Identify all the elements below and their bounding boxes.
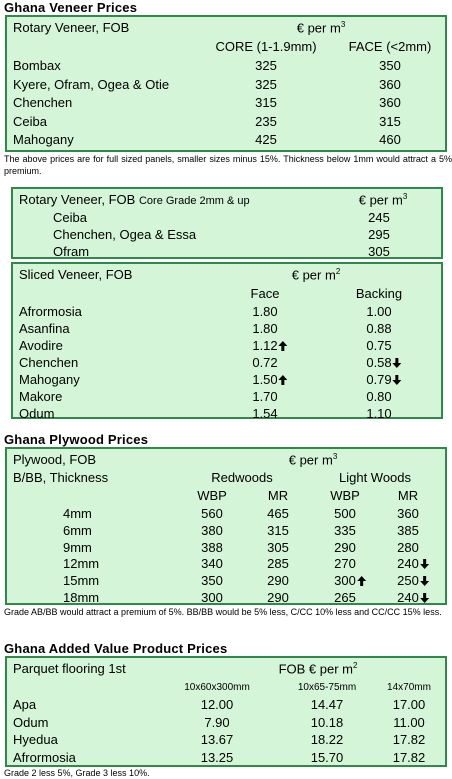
table-row (13, 354, 441, 372)
backing-price: 1.00 (366, 304, 392, 319)
table-row (13, 388, 441, 406)
price-size-2: 10.18 (310, 714, 344, 730)
face-price: 360 (379, 76, 401, 92)
table-row (7, 731, 445, 749)
group-redwoods: Redwoods (211, 470, 273, 485)
plywood-label: Plywood, FOB (13, 452, 97, 467)
added-value-note: Grade 2 less 5%, Grade 3 less 10%. (4, 768, 150, 778)
col-size-1: 10x60x300mm (184, 682, 250, 693)
price-size-3: 17.82 (392, 749, 426, 765)
thickness: 18mm (63, 590, 100, 605)
red-wbp-price: 300 (201, 590, 223, 605)
table-row (7, 113, 445, 131)
thickness: 6mm (63, 522, 92, 538)
core-grade-table (11, 187, 443, 259)
face-price: 350 (379, 58, 401, 73)
red-mr-price: 290 (267, 573, 289, 589)
core-grade-unit: € per $m^3$ (358, 192, 408, 208)
plywood-unit: € per $m^3$ (288, 452, 338, 468)
arrow-up-icon (356, 573, 366, 588)
group-lightwoods: Light Woods (338, 470, 412, 485)
red-wbp-price: 388 (201, 539, 223, 555)
light-wbp-price: 290 (334, 539, 356, 555)
rotary-veneer-table (5, 15, 447, 152)
arrow-down-icon (419, 556, 429, 571)
core-price: 235 (255, 113, 277, 129)
price-size-1: 13.25 (200, 749, 234, 765)
species-name: Afrormosia (13, 749, 76, 765)
backing-price: 0.75 (366, 338, 392, 353)
light-wbp-price: 300 (334, 573, 366, 588)
face-price: 1.54 (252, 406, 278, 421)
plywood-title: Ghana Plywood Prices (4, 432, 149, 447)
species-name: Ceiba (13, 113, 47, 129)
price-size-1: 13.67 (200, 732, 234, 747)
table-row (7, 505, 445, 523)
table-row (13, 226, 441, 244)
core-grade-label: Rotary Veneer, FOB Core Grade 2mm & up (19, 192, 250, 207)
price-size-3: 17.00 (392, 697, 426, 712)
parquet-unit: FOB € per $m^2$ (278, 661, 358, 677)
species-name: Chenchen (19, 355, 79, 370)
sliced-unit: € per $m^2$ (291, 267, 341, 283)
price-size-2: 15.70 (310, 749, 344, 765)
table-row (7, 76, 445, 94)
rotary-unit: € per $m^3$ (296, 20, 346, 36)
price-size-1: 12.00 (200, 697, 234, 712)
table-row (7, 714, 445, 732)
sliced-label: Sliced Veneer, FOB (19, 267, 133, 282)
light-wbp-price: 335 (334, 522, 356, 538)
arrow-down-icon (392, 355, 402, 370)
light-mr-price: 240 (397, 590, 429, 605)
species-name: Ceiba (53, 210, 87, 225)
price: 295 (368, 227, 390, 242)
backing-price: 0.79 (366, 372, 401, 387)
parquet-label: Parquet flooring 1st (13, 661, 126, 676)
species-name: Chenchen (13, 95, 73, 110)
table-row (13, 371, 441, 389)
species-name: Odum (13, 714, 49, 730)
plywood-label-2: B/BB, Thickness (13, 470, 109, 485)
face-price: 460 (379, 132, 401, 147)
light-mr-price: 250 (397, 573, 429, 588)
arrow-down-icon (419, 590, 429, 605)
thickness: 9mm (63, 539, 92, 555)
arrow-up-icon (278, 338, 288, 353)
price-size-2: 14.47 (310, 697, 344, 712)
backing-price: 1.10 (366, 406, 392, 421)
light-mr-price: 360 (397, 506, 419, 521)
thickness: 15mm (63, 573, 100, 589)
red-wbp-price: 340 (201, 556, 223, 572)
table-row (7, 696, 445, 714)
table-row (13, 405, 441, 423)
col-face: Face (250, 286, 280, 301)
sliced-veneer-table (11, 262, 443, 419)
red-mr-price: 315 (267, 522, 289, 538)
light-mr-price: 240 (397, 556, 429, 571)
price-size-3: 17.82 (392, 732, 426, 747)
col-face: FACE (<2mm) (348, 39, 432, 54)
col-core: CORE (1-1.9mm) (215, 39, 317, 54)
plywood-table (5, 447, 447, 605)
price: 305 (368, 244, 390, 259)
species-name: Kyere, Ofram, Ogea & Otie (13, 76, 170, 92)
red-wbp-price: 560 (201, 506, 223, 521)
species-name: Bombax (13, 58, 61, 73)
parquet-table (5, 656, 447, 767)
added-value-title: Ghana Added Value Product Prices (4, 641, 228, 656)
face-price: 1.70 (252, 389, 278, 404)
face-price: 0.72 (252, 355, 278, 370)
table-row (13, 243, 441, 261)
table-row (7, 94, 445, 112)
table-row (7, 572, 445, 590)
price-size-1: 7.90 (204, 714, 230, 730)
face-price: 1.12 (252, 338, 287, 353)
arrow-down-icon (419, 573, 429, 588)
face-price: 1.80 (252, 321, 278, 336)
core-price: 425 (255, 132, 277, 147)
core-price: 325 (255, 58, 277, 73)
backing-price: 0.88 (366, 321, 392, 336)
table-row (7, 539, 445, 557)
col-size-3: 14x70mm (387, 682, 431, 693)
species-name: Afrormosia (19, 304, 82, 319)
red-mr-price: 290 (267, 590, 289, 605)
red-wbp-price: 380 (201, 522, 223, 538)
col-red-mr: MR (267, 488, 289, 503)
light-mr-price: 280 (397, 539, 419, 555)
species-name: Odum (19, 406, 55, 421)
plywood-note: Grade AB/BB would attract a premium of 5%. BB/BB would be 5% less, C/CC 10% less and CC/CC 15% less. (4, 607, 442, 617)
table-row (13, 303, 441, 321)
veneer-note: The above prices are for full sized panels, smaller sizes minus 15%. Thickness below 1mm would attract a 5% premium. (4, 154, 452, 176)
table-row (13, 209, 441, 227)
rotary-label: Rotary Veneer, FOB (13, 20, 130, 35)
light-wbp-price: 270 (334, 556, 356, 572)
table-row (7, 555, 445, 573)
col-light-mr: MR (397, 488, 419, 503)
species-name: Asanfina (19, 321, 70, 336)
species-name: Avodire (19, 338, 63, 353)
species-name: Mahogany (13, 132, 74, 147)
species-name: Ofram (53, 244, 90, 259)
species-name: Makore (19, 389, 63, 404)
col-red-wbp: WBP (197, 488, 227, 503)
price: 245 (368, 210, 390, 225)
table-row (7, 589, 445, 607)
core-price: 315 (255, 95, 277, 110)
veneer-title: Ghana Veneer Prices (4, 0, 138, 15)
table-row (7, 57, 445, 75)
arrow-down-icon (392, 372, 402, 387)
table-row (7, 522, 445, 540)
species-name: Apa (13, 697, 37, 712)
price-size-2: 18.22 (310, 732, 344, 747)
thickness: 12mm (63, 556, 100, 572)
red-mr-price: 465 (267, 506, 289, 521)
table-row (13, 337, 441, 355)
species-name: Mahogany (19, 372, 80, 387)
col-size-2: 10x65-75mm (297, 682, 357, 693)
face-price: 315 (379, 113, 401, 129)
table-row (7, 131, 445, 149)
red-mr-price: 305 (267, 539, 289, 555)
light-wbp-price: 500 (334, 506, 356, 521)
red-mr-price: 285 (267, 556, 289, 572)
table-row (13, 320, 441, 338)
face-price: 1.50 (252, 372, 287, 387)
light-mr-price: 385 (397, 522, 419, 538)
col-backing: Backing (355, 286, 403, 301)
face-price: 1.80 (252, 304, 278, 319)
species-name: Hyedua (13, 732, 58, 747)
species-name: Chenchen, Ogea & Essa (53, 227, 197, 242)
col-light-wbp: WBP (330, 488, 360, 503)
backing-price: 0.80 (366, 389, 392, 404)
light-wbp-price: 265 (334, 590, 356, 605)
arrow-up-icon (278, 372, 288, 387)
face-price: 360 (379, 95, 401, 110)
thickness: 4mm (63, 506, 92, 521)
core-price: 325 (255, 76, 277, 92)
table-row (7, 749, 445, 767)
red-wbp-price: 350 (201, 573, 223, 589)
price-size-3: 11.00 (393, 714, 425, 730)
backing-price: 0.58 (366, 355, 401, 370)
